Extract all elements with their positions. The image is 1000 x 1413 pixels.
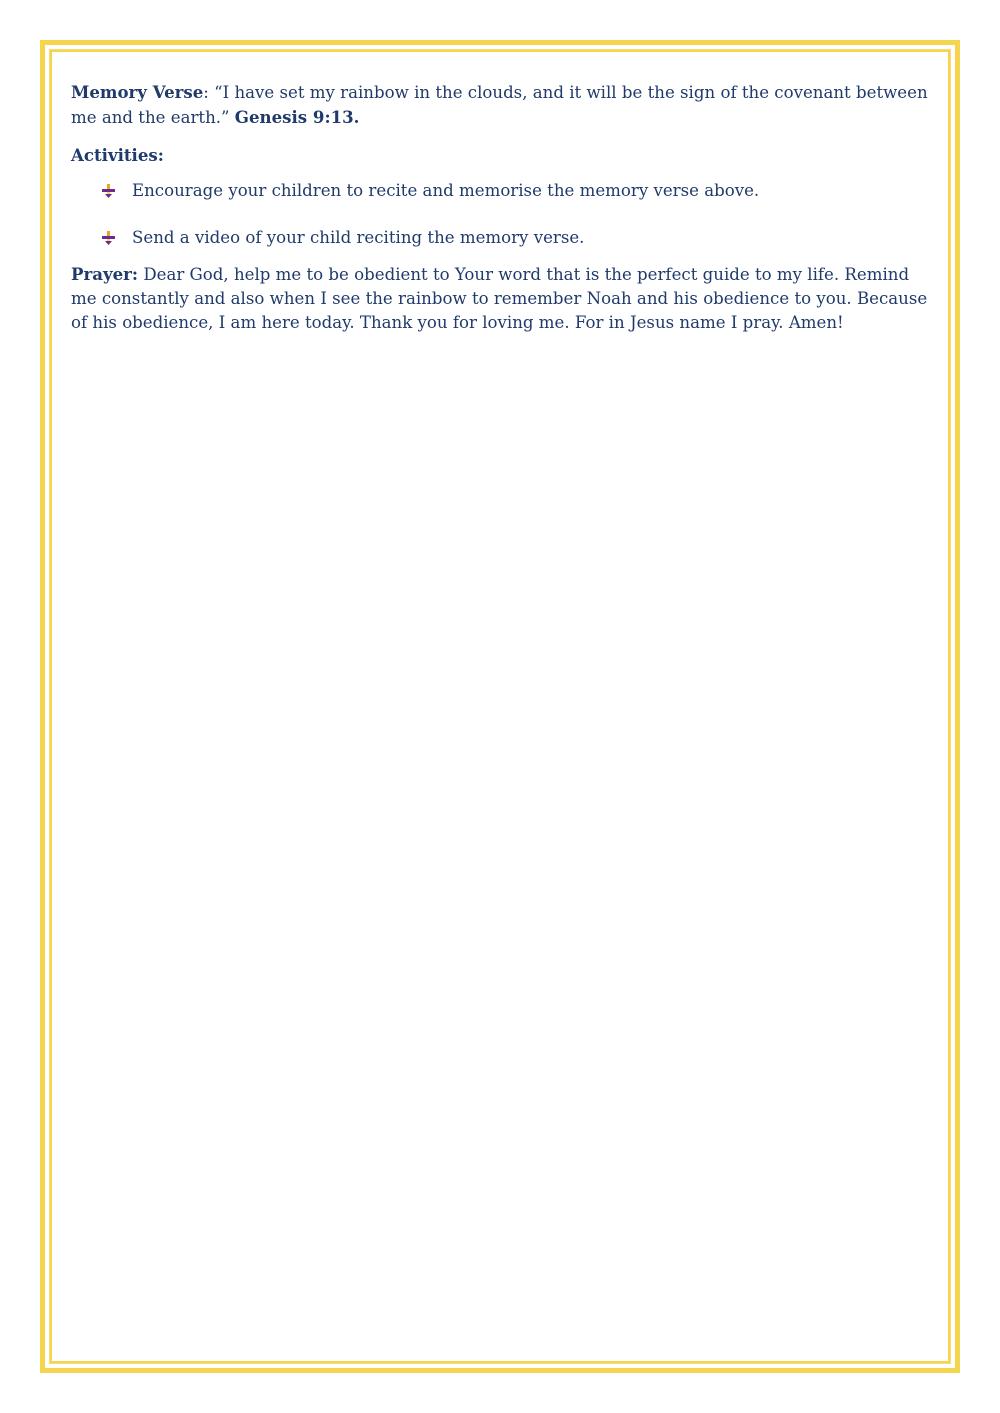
list-item bbox=[71, 226, 931, 250]
memory-verse-paragraph bbox=[71, 80, 931, 130]
memory-verse-label: Memory Verse bbox=[71, 82, 204, 102]
activities-heading: Activities: bbox=[71, 145, 164, 165]
plus-arrow-bullet-icon bbox=[101, 183, 117, 199]
prayer-label: Prayer: bbox=[71, 264, 139, 284]
memory-verse-text: : “I have set my rainbow in the clouds, and it will be the sign of the covenant between me and the earth.” bbox=[71, 83, 928, 127]
memory-verse-reference: Genesis 9:13. bbox=[234, 107, 360, 127]
activity-text: Encourage your children to recite and memorise the memory verse above. bbox=[132, 181, 760, 200]
list-item bbox=[71, 179, 931, 203]
prayer-text: Dear God, help me to be obedient to Your word that is the perfect guide to my life. Remind me constantly and also when I see the rainbow to remember Noah and his obedience to you. Because of his obedience, I am here today. Thank you for loving me. For in Jesus name I pray. Amen! bbox=[71, 265, 928, 332]
prayer-paragraph bbox=[71, 262, 931, 335]
document-content bbox=[71, 80, 931, 335]
activities-list bbox=[71, 179, 931, 250]
activity-text: Send a video of your child reciting the memory verse. bbox=[132, 228, 585, 247]
plus-arrow-bullet-icon bbox=[101, 230, 117, 246]
